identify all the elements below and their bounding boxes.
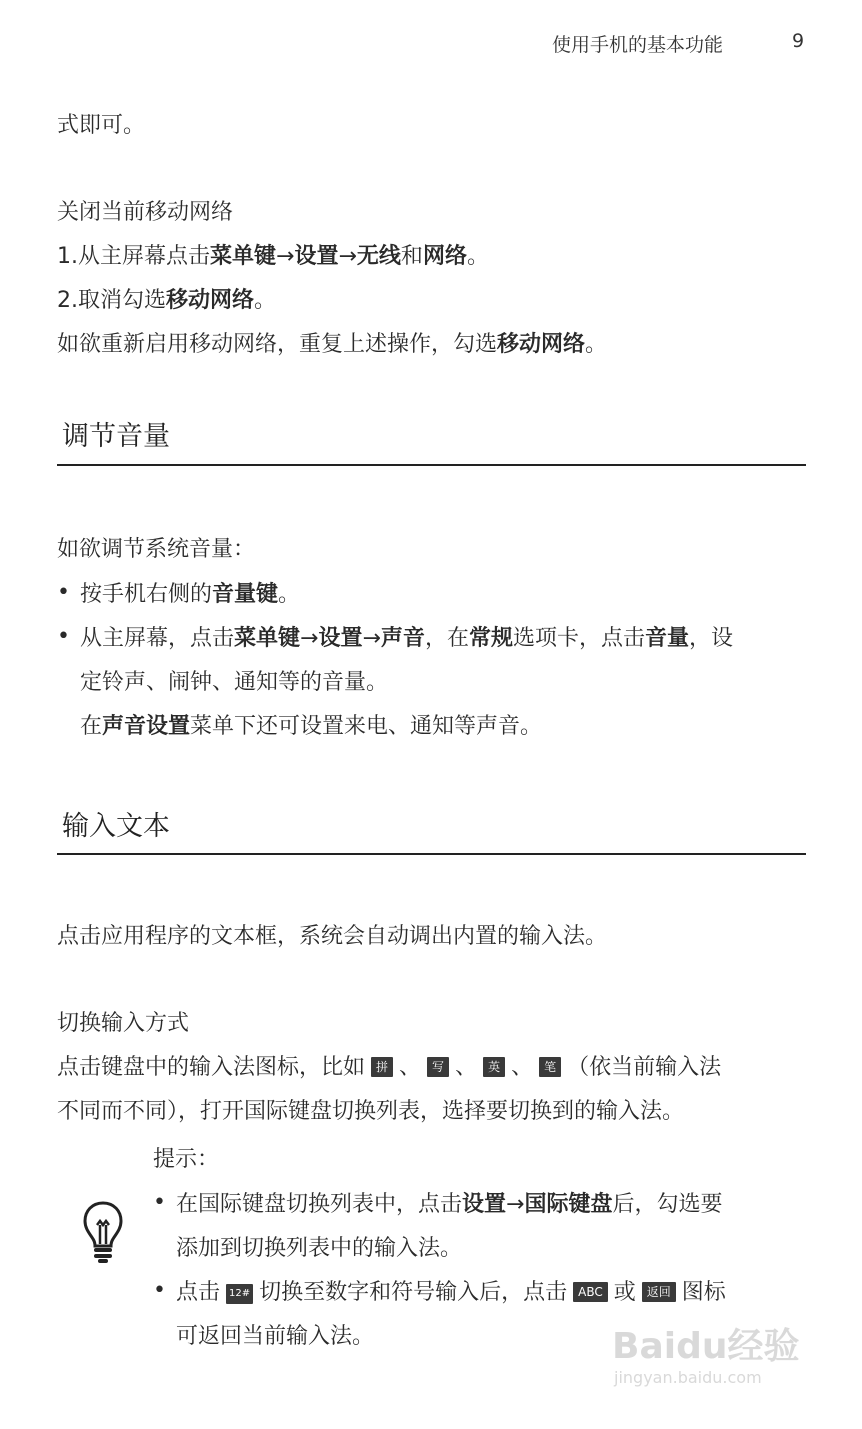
note-sound-settings: 声音设置 xyxy=(102,714,191,739)
tip-2-line-2: 可返回当前输入法。 xyxy=(176,1324,375,1349)
handwriting-key-icon: 写 xyxy=(427,1057,449,1077)
step1-settings: 设置 xyxy=(294,244,339,269)
step2-mobile-network: 移动网络 xyxy=(166,288,255,313)
bullet1-volume-key: 音量键 xyxy=(212,582,279,607)
step1-arrow-1: → xyxy=(276,244,295,269)
switch-line1-prefix: 点击键盘中的输入法图标，比如 xyxy=(57,1055,366,1080)
step1-arrow-2: → xyxy=(338,244,357,269)
note-text-a: 在 xyxy=(80,714,103,739)
input-text-intro: 点击应用程序的文本框，系统会自动调出内置的输入法。 xyxy=(57,924,608,949)
tip-1-line-1 xyxy=(176,1190,723,1220)
tip2-text-c: 图标 xyxy=(681,1280,726,1305)
close-network-step-1 xyxy=(57,242,489,272)
separator: 、 xyxy=(455,1055,478,1080)
running-header-title: 使用手机的基本功能 xyxy=(552,34,724,56)
reenable-prefix: 如欲重新启用移动网络，重复上述操作，勾选 xyxy=(57,332,498,357)
step1-menu-key: 菜单键 xyxy=(210,244,277,269)
reenable-mobile-network: 移动网络 xyxy=(497,332,586,357)
bullet2-text-c: 选项卡，点击 xyxy=(512,626,645,651)
bullet-dot: • xyxy=(153,1278,166,1303)
bullet1-prefix: 按手机右侧的 xyxy=(80,582,213,607)
tip1-settings: 设置 xyxy=(462,1192,507,1217)
bullet2-text-b: ，在 xyxy=(424,626,469,651)
step2-prefix: 2.取消勾选 xyxy=(57,288,166,313)
bullet2-text-a: 从主屏幕，点击 xyxy=(80,626,235,651)
tip-label: 提示： xyxy=(153,1147,220,1172)
bullet2-arrow-2: → xyxy=(362,626,381,651)
bullet-dot: • xyxy=(57,580,70,605)
bullet2-menu-key: 菜单键 xyxy=(234,626,301,651)
page-number: 9 xyxy=(792,30,805,52)
baidu-watermark-url: jingyan.baidu.com xyxy=(614,1368,762,1387)
volume-note xyxy=(80,712,542,742)
tip1-text-a: 在国际键盘切换列表中，点击 xyxy=(176,1192,463,1217)
bullet2-general-tab: 常规 xyxy=(468,626,513,651)
switch-input-heading: 切换输入方式 xyxy=(57,1011,190,1036)
lightbulb-icon xyxy=(82,1200,124,1264)
note-text-b: 菜单下还可设置来电、通知等声音。 xyxy=(190,714,543,739)
step1-and: 和 xyxy=(400,244,423,269)
bullet1-end: 。 xyxy=(278,582,301,607)
tip-1-line-2: 添加到切换列表中的输入法。 xyxy=(176,1236,463,1261)
volume-bullet-2-line-2: 定铃声、闹钟、通知等的音量。 xyxy=(80,670,389,695)
bullet2-volume: 音量 xyxy=(644,626,689,651)
close-network-step-2 xyxy=(57,286,276,316)
switch-input-line-1 xyxy=(57,1053,721,1083)
tip1-text-b: 后，勾选要 xyxy=(612,1192,723,1217)
separator: 、 xyxy=(399,1055,422,1080)
english-key-icon: 英 xyxy=(483,1057,505,1077)
section-title-volume: 调节音量 xyxy=(62,421,170,452)
pinyin-key-icon: 拼 xyxy=(371,1057,393,1077)
step1-prefix: 1.从主屏幕点击 xyxy=(57,244,210,269)
reenable-end: 。 xyxy=(585,332,608,357)
bullet2-settings: 设置 xyxy=(318,626,363,651)
intro-fragment: 式即可。 xyxy=(57,113,146,138)
baidu-watermark-logo: Baidu经验 xyxy=(612,1326,800,1367)
numeric-symbol-key-icon: 12# xyxy=(226,1284,253,1304)
tip-2-line-1 xyxy=(176,1278,726,1308)
back-key-icon: 返回 xyxy=(642,1282,676,1302)
tip1-arrow: → xyxy=(506,1192,525,1217)
switch-line1-suffix: （依当前输入法 xyxy=(567,1055,722,1080)
section-divider-volume xyxy=(57,464,806,466)
volume-bullet-1 xyxy=(80,580,300,610)
abc-key-icon: ABC xyxy=(573,1282,608,1302)
step1-wireless: 无线 xyxy=(356,244,401,269)
bullet-dot: • xyxy=(153,1190,166,1215)
close-network-heading: 关闭当前移动网络 xyxy=(57,200,234,225)
volume-bullet-2-line-1 xyxy=(80,624,733,654)
close-network-reenable xyxy=(57,330,607,360)
tip1-international-keyboard: 国际键盘 xyxy=(524,1192,613,1217)
bullet-dot: • xyxy=(57,624,70,649)
step2-end: 。 xyxy=(254,288,277,313)
tip2-or: 或 xyxy=(613,1280,636,1305)
tip2-text-a: 点击 xyxy=(176,1280,221,1305)
section-title-input-text: 输入文本 xyxy=(62,811,170,842)
volume-intro: 如欲调节系统音量： xyxy=(57,537,256,562)
stroke-key-icon: 笔 xyxy=(539,1057,561,1077)
switch-input-line-2: 不同而不同），打开国际键盘切换列表，选择要切换到的输入法。 xyxy=(57,1099,685,1124)
section-divider-input-text xyxy=(57,853,806,855)
bullet2-text-d: ，设 xyxy=(689,626,734,651)
step1-network: 网络 xyxy=(422,244,467,269)
tip2-text-b: 切换至数字和符号输入后，点击 xyxy=(259,1280,568,1305)
bullet2-arrow-1: → xyxy=(300,626,319,651)
step1-end: 。 xyxy=(466,244,489,269)
bullet2-sound: 声音 xyxy=(380,626,425,651)
separator: 、 xyxy=(511,1055,534,1080)
